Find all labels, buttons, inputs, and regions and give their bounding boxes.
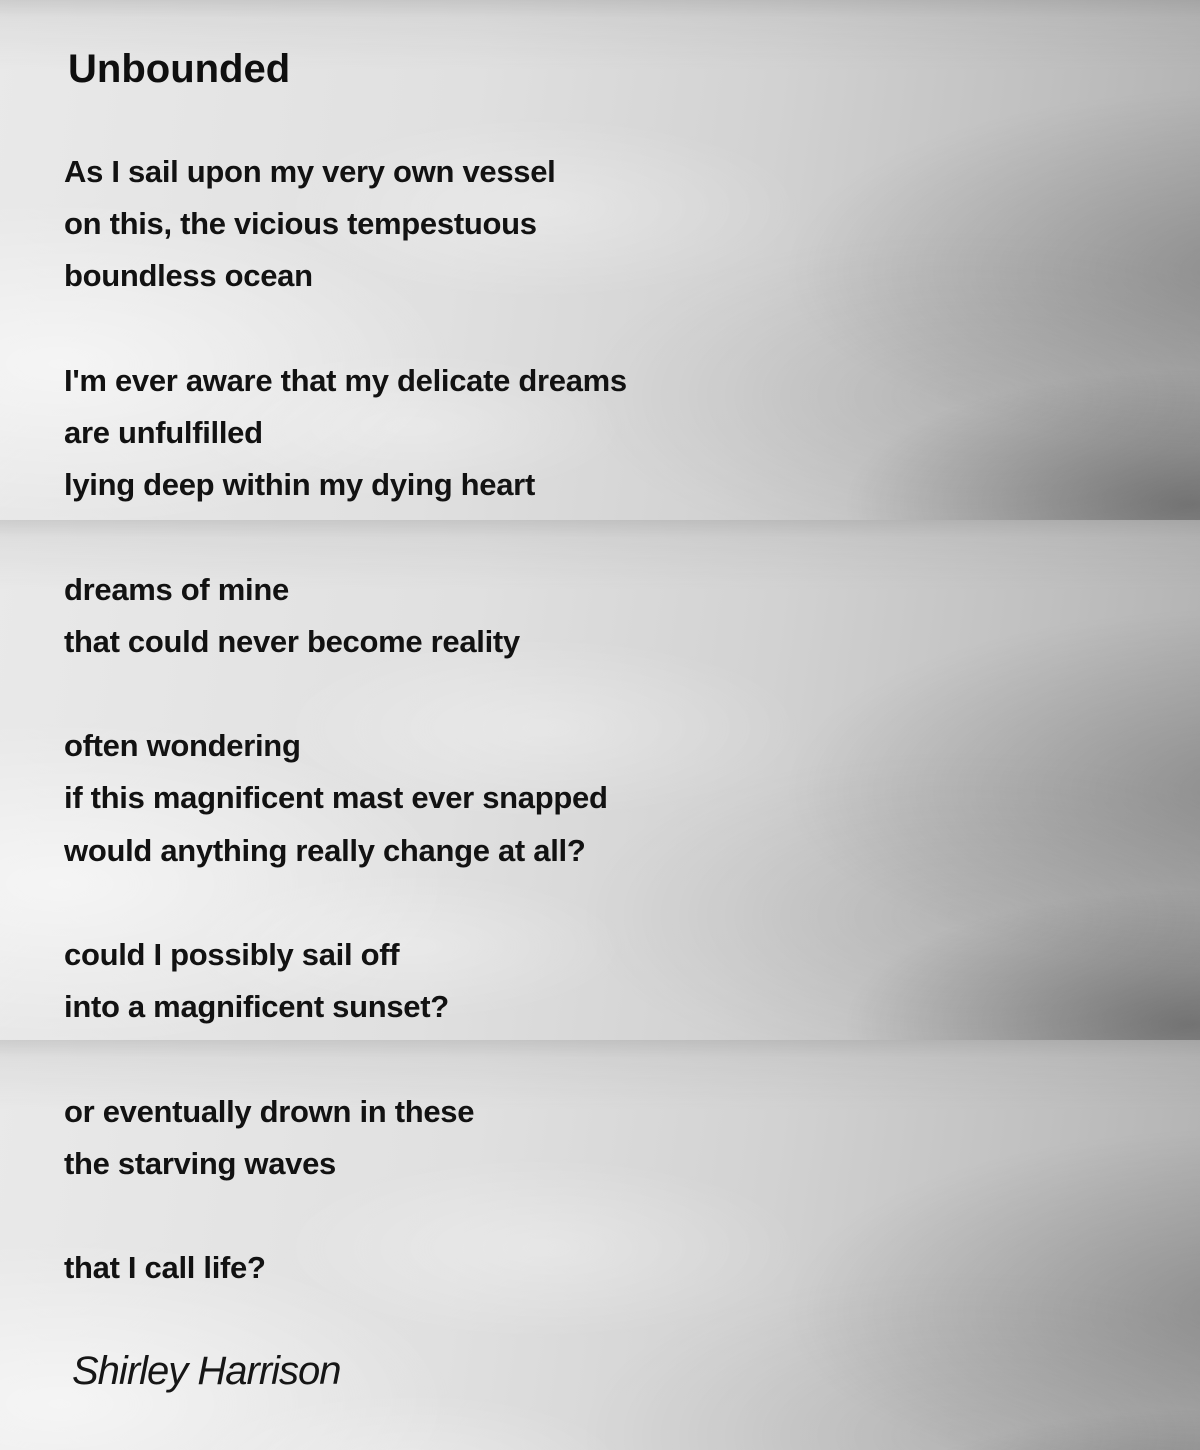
stanza bbox=[64, 355, 1164, 512]
poem-line: the starving waves bbox=[64, 1145, 336, 1181]
poem-line: on this, the vicious tempestuous bbox=[64, 206, 537, 242]
poem-line: that I call life? bbox=[64, 1250, 266, 1286]
poem-line: could I possibly sail off bbox=[64, 936, 400, 972]
poem-line: As I sail upon my very own vessel bbox=[64, 154, 556, 189]
stanza bbox=[64, 1086, 1164, 1190]
stanza bbox=[64, 929, 1164, 1033]
poem-line: I'm ever aware that my delicate dreams bbox=[64, 362, 627, 398]
stanza bbox=[64, 564, 1164, 668]
stanza bbox=[64, 1242, 1164, 1294]
poem-content bbox=[64, 0, 1164, 1395]
poem-line: often wondering bbox=[64, 728, 301, 764]
poem-title: Unbounded bbox=[68, 47, 291, 91]
poem-line: that could never become reality bbox=[64, 623, 520, 659]
poem-line: are unfulfilled bbox=[64, 415, 263, 450]
poem-author: Shirley Harrison bbox=[72, 1348, 341, 1393]
poem-line: into a magnificent sunset? bbox=[64, 989, 449, 1025]
poem-line: lying deep within my dying heart bbox=[64, 467, 535, 503]
stanza bbox=[64, 720, 1164, 877]
poem-line: dreams of mine bbox=[64, 571, 289, 607]
poem-line: boundless ocean bbox=[64, 258, 313, 294]
stanza bbox=[64, 146, 1164, 303]
poem-line: would anything really change at all? bbox=[64, 832, 586, 868]
poem-line: if this magnificent mast ever snapped bbox=[64, 780, 608, 816]
poem-line: or eventually drown in these bbox=[64, 1093, 475, 1129]
poem-body bbox=[64, 146, 1164, 1294]
